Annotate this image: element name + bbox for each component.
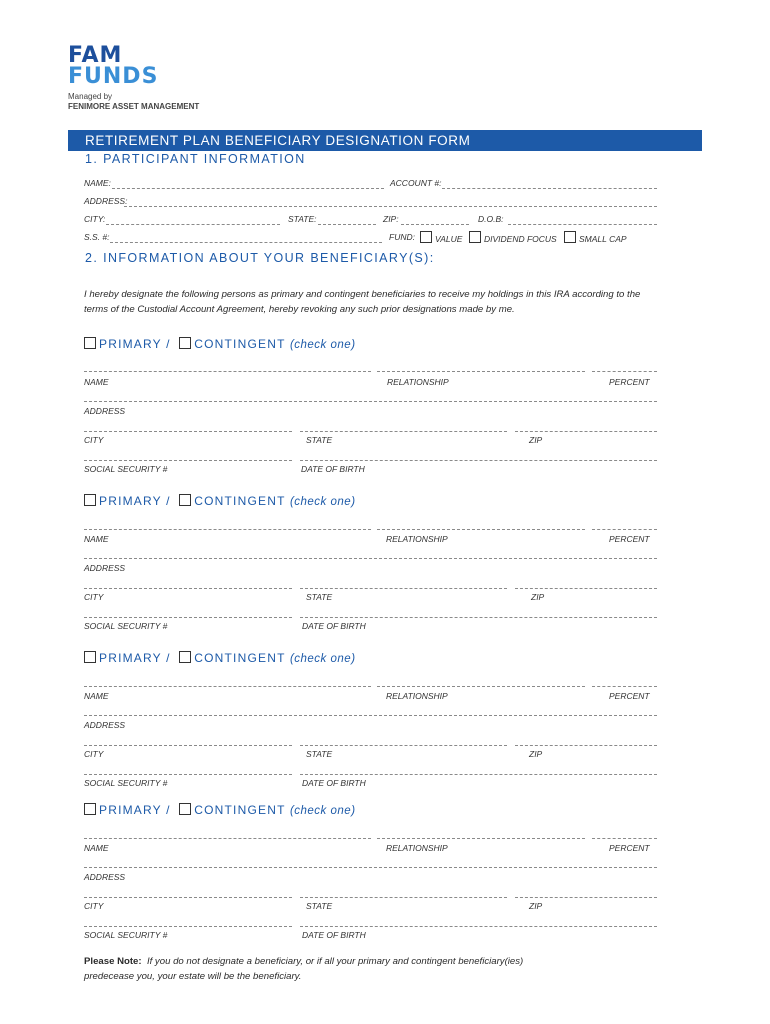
city-input[interactable]	[106, 224, 280, 225]
section2-title: 2. INFORMATION ABOUT YOUR BENEFICIARY(S):	[85, 251, 435, 265]
please-note-line2: predecease you, your estate will be the beneficiary.	[84, 971, 302, 982]
beneficiary-2-header: PRIMARY / CONTINGENT (check one)	[84, 494, 356, 508]
b1-ssn-input[interactable]	[84, 460, 292, 461]
b1-dob-input[interactable]	[300, 460, 657, 461]
primary-checkbox-1[interactable]	[84, 337, 96, 349]
b2-state-input[interactable]	[300, 588, 507, 589]
fund-value-checkbox[interactable]	[420, 231, 432, 243]
b2-city-label: CITY	[84, 592, 104, 602]
b4-city-input[interactable]	[84, 897, 292, 898]
managed-by: Managed by	[68, 92, 113, 101]
b3-city-label: CITY	[84, 749, 104, 759]
b2-relationship-input[interactable]	[377, 529, 585, 530]
b1-name-label: NAME	[84, 377, 109, 387]
b1-state-label: STATE	[306, 435, 333, 445]
fund-label: FUND:	[389, 232, 415, 242]
primary-checkbox-2[interactable]	[84, 494, 96, 506]
b1-percent-input[interactable]	[592, 371, 657, 372]
b2-address-label: ADDRESS	[84, 563, 126, 573]
b2-address-input[interactable]	[84, 558, 657, 559]
b4-address-input[interactable]	[84, 867, 657, 868]
beneficiary-4-header: PRIMARY / CONTINGENT (check one)	[84, 803, 356, 817]
b2-zip-label: ZIP	[531, 592, 545, 602]
b4-address-label: ADDRESS	[84, 872, 126, 882]
b3-ssn-label: SOCIAL SECURITY #	[84, 778, 168, 788]
b2-ssn-label: SOCIAL SECURITY #	[84, 621, 168, 631]
section1-title: 1. PARTICIPANT INFORMATION	[85, 152, 306, 166]
b1-address-label: ADDRESS	[84, 406, 126, 416]
b3-zip-input[interactable]	[515, 745, 657, 746]
b3-address-label: ADDRESS	[84, 720, 126, 730]
zip-label: ZIP:	[383, 214, 399, 224]
b3-ssn-input[interactable]	[84, 774, 292, 775]
b3-zip-label: ZIP	[529, 749, 543, 759]
beneficiary-3-header: PRIMARY / CONTINGENT (check one)	[84, 651, 356, 665]
dob-label: D.O.B:	[478, 214, 504, 224]
section2-intro-2: terms of the Custodial Account Agreement, hereby revoking any such prior designations made by me.	[84, 304, 515, 315]
b2-state-label: STATE	[306, 592, 333, 602]
b1-relationship-input[interactable]	[377, 371, 585, 372]
b4-ssn-label: SOCIAL SECURITY #	[84, 930, 168, 940]
b3-address-input[interactable]	[84, 715, 657, 716]
b4-percent-input[interactable]	[592, 838, 657, 839]
contingent-checkbox-2[interactable]	[179, 494, 191, 506]
zip-input[interactable]	[401, 224, 469, 225]
b3-dob-input[interactable]	[300, 774, 657, 775]
b3-relationship-input[interactable]	[377, 686, 585, 687]
city-label: CITY:	[84, 214, 106, 224]
b4-ssn-input[interactable]	[84, 926, 292, 927]
b4-zip-input[interactable]	[515, 897, 657, 898]
form-title: RETIREMENT PLAN BENEFICIARY DESIGNATION FORM	[68, 130, 702, 151]
b2-ssn-input[interactable]	[84, 617, 292, 618]
b1-zip-label: ZIP	[529, 435, 543, 445]
b4-relationship-label: RELATIONSHIP	[386, 843, 448, 853]
fund-smallcap-checkbox[interactable]	[564, 231, 576, 243]
b1-state-input[interactable]	[300, 431, 507, 432]
b2-dob-label: DATE OF BIRTH	[302, 621, 366, 631]
b1-city-input[interactable]	[84, 431, 292, 432]
b2-name-input[interactable]	[84, 529, 371, 530]
please-note: Please Note: If you do not designate a beneficiary, or if all your primary and contingent beneficiary(ies)	[84, 956, 524, 967]
state-label: STATE:	[288, 214, 317, 224]
b3-percent-label: PERCENT	[609, 691, 650, 701]
b4-relationship-input[interactable]	[377, 838, 585, 839]
b1-dob-label: DATE OF BIRTH	[301, 464, 365, 474]
b4-name-input[interactable]	[84, 838, 371, 839]
name-input[interactable]	[112, 188, 384, 189]
b1-address-input[interactable]	[84, 401, 657, 402]
b2-percent-input[interactable]	[592, 529, 657, 530]
b4-state-input[interactable]	[300, 897, 507, 898]
contingent-checkbox-3[interactable]	[179, 651, 191, 663]
fund-option-value[interactable]: VALUE	[420, 231, 462, 244]
b4-dob-label: DATE OF BIRTH	[302, 930, 366, 940]
contingent-checkbox-4[interactable]	[179, 803, 191, 815]
b3-state-label: STATE	[306, 749, 333, 759]
dob-input[interactable]	[508, 224, 657, 225]
address-input[interactable]	[124, 206, 657, 207]
b3-name-input[interactable]	[84, 686, 371, 687]
b4-zip-label: ZIP	[529, 901, 543, 911]
contingent-checkbox-1[interactable]	[179, 337, 191, 349]
ssn-label: S.S. #:	[84, 232, 110, 242]
fund-option-smallcap[interactable]: SMALL CAP	[564, 231, 627, 244]
b3-percent-input[interactable]	[592, 686, 657, 687]
b2-dob-input[interactable]	[300, 617, 657, 618]
b1-city-label: CITY	[84, 435, 104, 445]
state-input[interactable]	[318, 224, 376, 225]
b1-zip-input[interactable]	[515, 431, 657, 432]
fund-dividend-checkbox[interactable]	[469, 231, 481, 243]
b3-name-label: NAME	[84, 691, 109, 701]
b3-city-input[interactable]	[84, 745, 292, 746]
b3-dob-label: DATE OF BIRTH	[302, 778, 366, 788]
primary-checkbox-3[interactable]	[84, 651, 96, 663]
address-label: ADDRESS:	[84, 196, 128, 206]
b1-ssn-label: SOCIAL SECURITY #	[84, 464, 168, 474]
name-label: NAME:	[84, 178, 111, 188]
account-label: ACCOUNT #:	[390, 178, 442, 188]
b4-city-label: CITY	[84, 901, 104, 911]
b4-state-label: STATE	[306, 901, 333, 911]
b3-relationship-label: RELATIONSHIP	[386, 691, 448, 701]
logo-fam: FAM	[68, 43, 123, 68]
b1-percent-label: PERCENT	[609, 377, 650, 387]
b1-name-input[interactable]	[84, 371, 371, 372]
b4-percent-label: PERCENT	[609, 843, 650, 853]
fund-option-dividend[interactable]: DIVIDEND FOCUS	[469, 231, 557, 244]
account-input[interactable]	[442, 188, 657, 189]
b2-relationship-label: RELATIONSHIP	[386, 534, 448, 544]
b3-state-input[interactable]	[300, 745, 507, 746]
b4-dob-input[interactable]	[300, 926, 657, 927]
beneficiary-1-header: PRIMARY / CONTINGENT (check one)	[84, 337, 356, 351]
b2-name-label: NAME	[84, 534, 109, 544]
logo-funds: FUNDS	[68, 64, 159, 89]
section2-intro-1: I hereby designate the following persons as primary and contingent beneficiaries to receive my holdings in this IRA according to the	[84, 289, 641, 300]
manager-name: FENIMORE ASSET MANAGEMENT	[68, 102, 200, 111]
ssn-input[interactable]	[110, 242, 382, 243]
b2-zip-input[interactable]	[515, 588, 657, 589]
primary-checkbox-4[interactable]	[84, 803, 96, 815]
b2-percent-label: PERCENT	[609, 534, 650, 544]
b4-name-label: NAME	[84, 843, 109, 853]
b2-city-input[interactable]	[84, 588, 292, 589]
b1-relationship-label: RELATIONSHIP	[387, 377, 449, 387]
